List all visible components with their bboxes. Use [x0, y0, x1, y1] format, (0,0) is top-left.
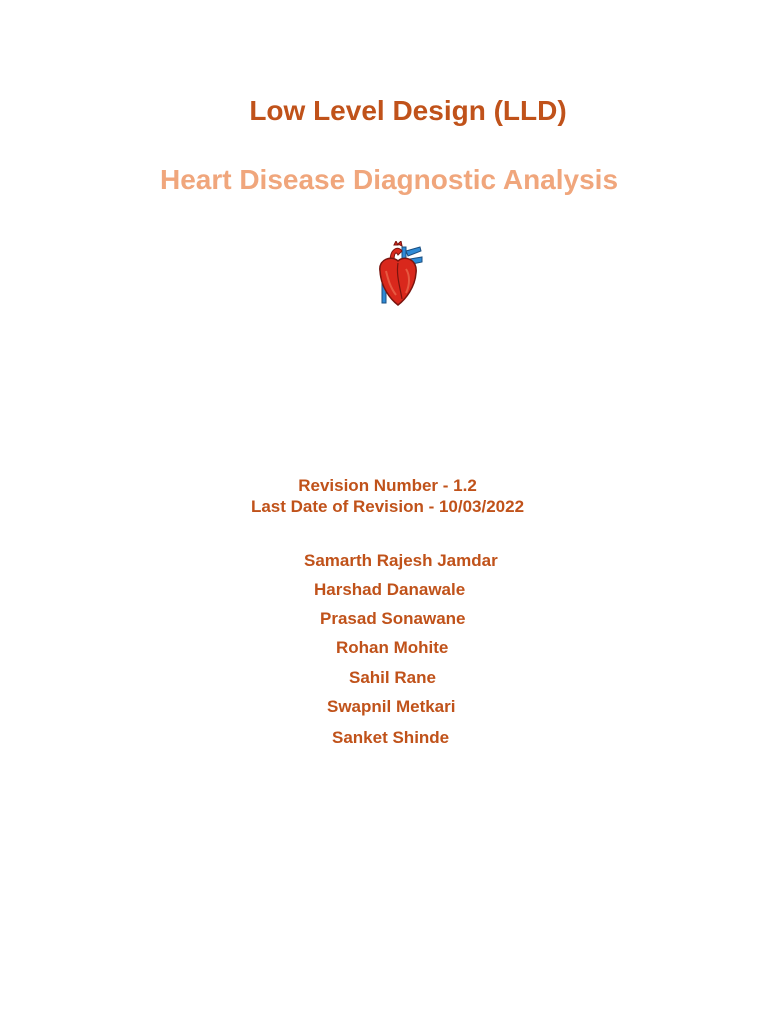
- author-name: Sanket Shinde: [332, 728, 450, 747]
- author-name: Swapnil Metkari: [327, 697, 456, 716]
- document-subtitle: Heart Disease Diagnostic Analysis: [159, 164, 619, 195]
- author-name: Prasad Sonawane: [320, 609, 466, 628]
- author-name: Samarth Rajesh Jamdar: [304, 551, 498, 570]
- anatomical-heart-icon: [372, 241, 424, 307]
- last-revision-date: Last Date of Revision - 10/03/2022: [250, 497, 525, 516]
- author-name: Sahil Rane: [349, 668, 436, 687]
- document-title: Low Level Design (LLD): [249, 95, 567, 126]
- revision-info: [0, 475, 768, 517]
- author-name: Rohan Mohite: [336, 638, 449, 657]
- revision-number: Revision Number - 1.2: [298, 476, 477, 495]
- author-name: Harshad Danawale: [314, 580, 466, 599]
